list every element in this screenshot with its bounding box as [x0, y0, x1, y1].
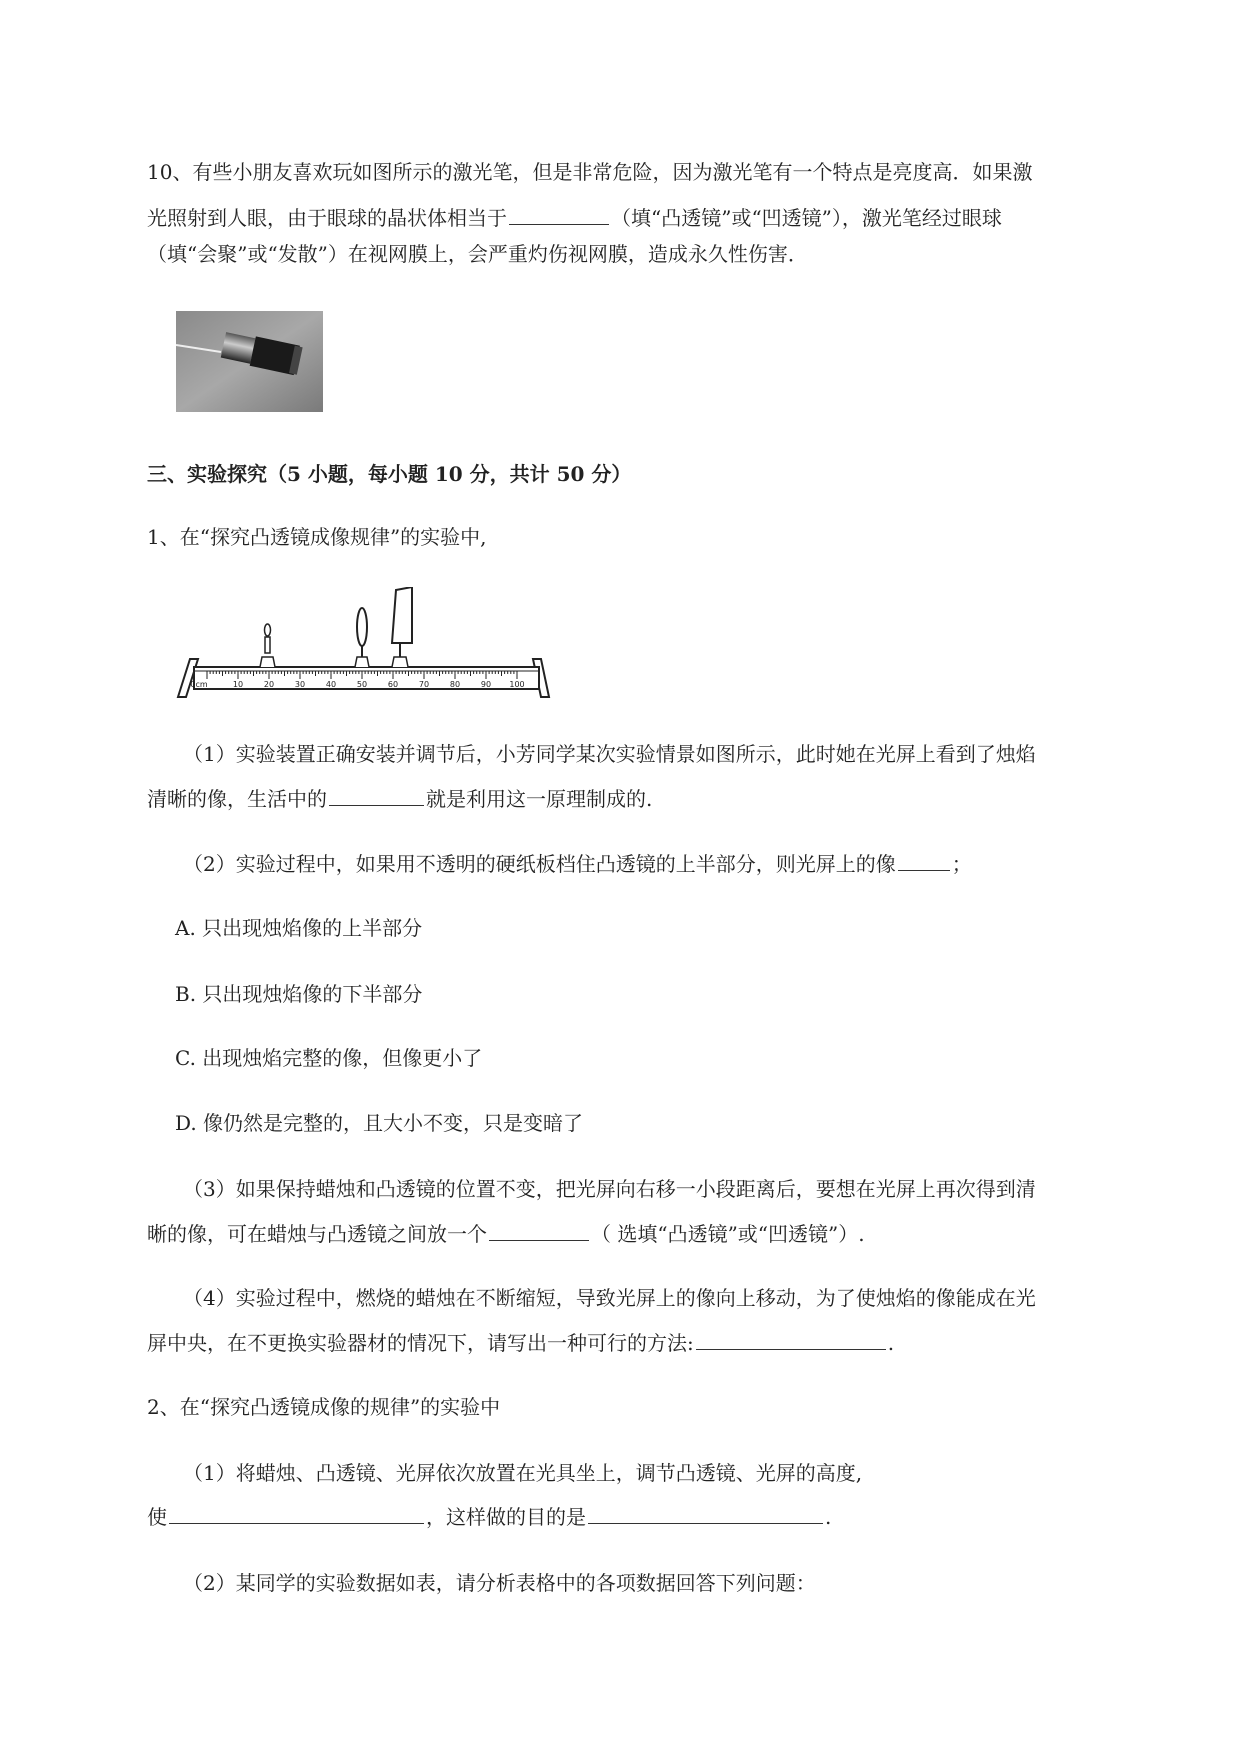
q2-part1-line1: （1）将蜡烛、凸透镜、光屏依次放置在光具坐上，调节凸透镜、光屏的高度,	[183, 1461, 863, 1485]
q1-text: 晰的像，可在蜡烛与凸透镜之间放一个	[147, 1222, 487, 1246]
question-1-stem: 1、在“探究凸透镜成像规律”的实验中,	[147, 525, 487, 549]
answer-blank[interactable]	[696, 1329, 886, 1350]
ruler-tick-label: 0cm	[190, 680, 208, 689]
laser-pointer-photo	[176, 311, 323, 412]
q10-line-3: （填“会聚”或“发散”）在视网膜上，会严重灼伤视网膜，造成永久性伤害．	[147, 242, 808, 266]
q1-text: 就是利用这一原理制成的.	[426, 787, 653, 811]
q1-text: .	[887, 1331, 895, 1355]
option-b[interactable]: B. 只出现烛焰像的下半部分	[175, 982, 423, 1006]
q10-line-1: 10、有些小朋友喜欢玩如图所示的激光笔，但是非常危险，因为激光笔有一个特点是亮度高．如果激	[147, 160, 1033, 184]
answer-blank[interactable]	[588, 1503, 823, 1524]
q1-text: （ 选填“凸透镜”或“凹透镜”）.	[591, 1222, 865, 1246]
q1-part1-line1: （1）实验装置正确安装并调节后，小芳同学某次实验情景如图所示，此时她在光屏上看到了烛焰	[183, 742, 1036, 766]
answer-blank[interactable]	[509, 204, 609, 225]
ruler-tick-label: 10	[232, 680, 244, 689]
q1-part4-line1: （4）实验过程中，燃烧的蜡烛在不断缩短，导致光屏上的像向上移动，为了使烛焰的像能成在光	[183, 1286, 1036, 1310]
q1-part3-line1: （3）如果保持蜡烛和凸透镜的位置不变，把光屏向右移一小段距离后，要想在光屏上再次得到清	[183, 1177, 1036, 1201]
ruler-tick-label: 100	[509, 680, 525, 689]
answer-blank[interactable]	[169, 1503, 424, 1524]
q2-text: 使	[147, 1505, 167, 1529]
q1-part4-line2	[147, 1329, 894, 1357]
q1-text: （2）实验过程中，如果用不透明的硬纸板档住凸透镜的上半部分，则光屏上的像	[183, 852, 896, 876]
option-c[interactable]: C. 出现烛焰完整的像，但像更小了	[175, 1046, 483, 1070]
q1-text: 屏中央，在不更换实验器材的情况下，请写出一种可行的方法:	[147, 1331, 694, 1355]
section-title: 三、实验探究（5 小题，每小题 10 分，共计 50 分）	[147, 462, 632, 486]
ruler-tick-label: 40	[325, 680, 337, 689]
optical-bench-diagram	[176, 587, 561, 704]
q1-text: ；	[951, 852, 972, 876]
answer-blank[interactable]	[329, 785, 424, 806]
ruler-tick-label: 70	[418, 680, 430, 689]
q2-part1-line2	[147, 1503, 831, 1531]
question-2-stem: 2、在“探究凸透镜成像的规律”的实验中	[147, 1395, 501, 1419]
q10-text: 光照射到人眼，由于眼球的晶状体相当于	[147, 206, 507, 230]
option-d[interactable]: D. 像仍然是完整的，且大小不变，只是变暗了	[175, 1111, 584, 1135]
q1-part3-line2	[147, 1220, 865, 1248]
ruler-tick-label: 30	[294, 680, 306, 689]
ruler-tick-label: 90	[480, 680, 492, 689]
q2-part2: （2）某同学的实验数据如表，请分析表格中的各项数据回答下列问题：	[183, 1571, 816, 1595]
answer-blank[interactable]	[898, 850, 950, 871]
ruler-tick-label: 50	[356, 680, 368, 689]
option-a[interactable]: A. 只出现烛焰像的上半部分	[175, 916, 423, 940]
q1-part2	[183, 850, 972, 878]
ruler-tick-label: 20	[263, 680, 275, 689]
q1-text: 清晰的像，生活中的	[147, 787, 327, 811]
q10-text: （填“凸透镜”或“凹透镜”），激光笔经过眼球	[611, 206, 1002, 230]
q10-line-2	[147, 204, 1002, 232]
q2-text: .	[825, 1505, 832, 1529]
ruler-tick-label: 80	[449, 680, 461, 689]
ruler-tick-label: 60	[387, 680, 399, 689]
q1-part1-line2	[147, 785, 652, 813]
answer-blank[interactable]	[489, 1220, 589, 1241]
q2-text: ，这样做的目的是	[426, 1505, 586, 1529]
